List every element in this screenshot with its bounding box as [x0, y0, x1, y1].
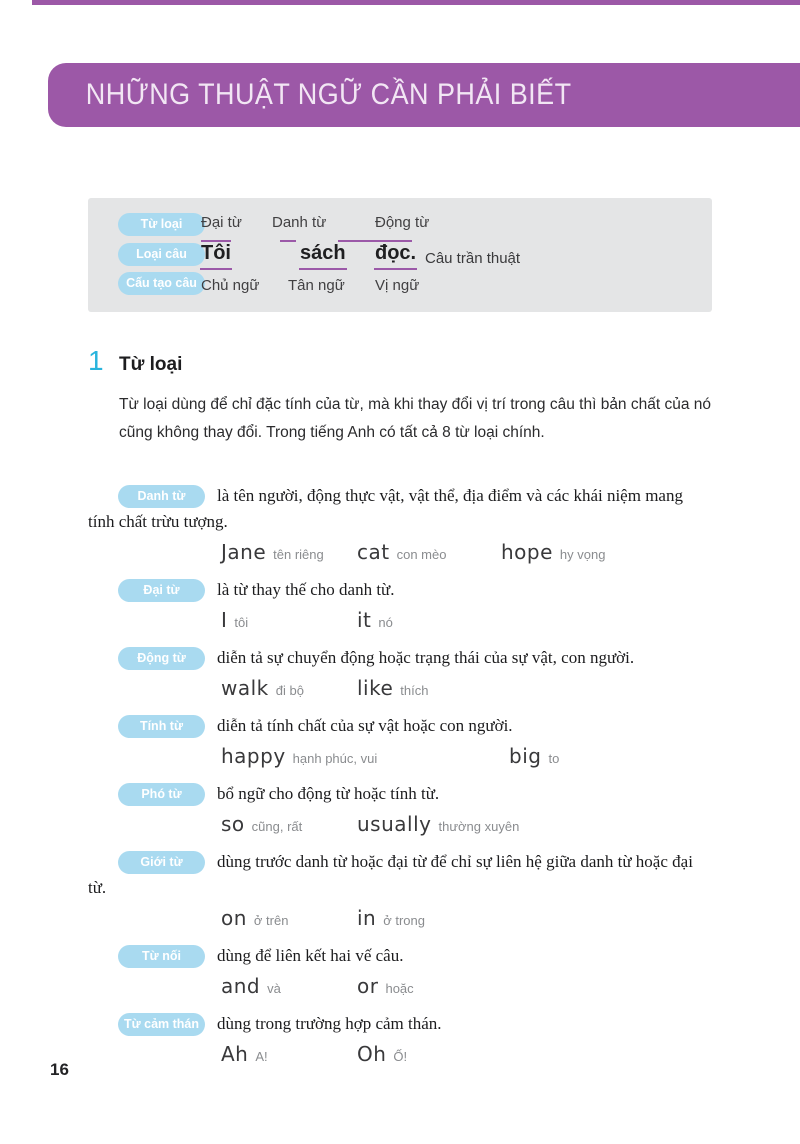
vietnamese-meaning: cũng, rất [251, 819, 303, 834]
vietnamese-meaning: ở trên [253, 913, 289, 928]
term-examples [221, 744, 712, 774]
vietnamese-meaning: và [267, 981, 281, 996]
english-word: and [221, 974, 261, 998]
english-word: Oh [357, 1042, 387, 1066]
vietnamese-meaning: con mèo [396, 547, 447, 562]
example-pair [221, 744, 509, 768]
term-block [88, 1011, 712, 1072]
vietnamese-meaning: hoặc [385, 981, 414, 996]
term-block [88, 849, 712, 936]
example-pair [501, 540, 637, 564]
term-pill: Tính từ [118, 715, 205, 738]
sentence-type-note: Câu trần thuật [425, 250, 521, 267]
example-pair [357, 906, 493, 930]
term-examples [221, 812, 712, 842]
example-pair [221, 906, 357, 930]
vietnamese-meaning: hy vọng [559, 547, 606, 562]
term-block [88, 943, 712, 1004]
top-accent-strip [32, 0, 800, 5]
vietnamese-meaning: đi bộ [275, 683, 304, 698]
english-word: or [357, 974, 379, 998]
vietnamese-meaning: thường xuyên [438, 819, 520, 834]
example-pair [357, 812, 519, 836]
example-pair [357, 608, 493, 632]
english-word: big [509, 744, 542, 768]
term-pill: Từ nối [118, 945, 205, 968]
vietnamese-meaning: ở trong [383, 913, 426, 928]
english-word: happy [221, 744, 286, 768]
english-word: walk [221, 676, 269, 700]
section-heading [88, 345, 712, 377]
term-pill: Danh từ [118, 485, 205, 508]
pos-label-dai-tu: Đại từ [201, 214, 242, 231]
english-word: I [221, 608, 228, 632]
term-pill: Phó từ [118, 783, 205, 806]
term-definition: dùng để liên kết hai vế câu. [217, 946, 404, 965]
vietnamese-meaning: tên riêng [273, 547, 324, 562]
example-pair [221, 1042, 357, 1066]
term-definition: diễn tả tính chất của sự vật hoặc con người. [217, 716, 513, 735]
english-word: Ah [221, 1042, 249, 1066]
term-pill: Đại từ [118, 579, 205, 602]
vietnamese-meaning: hạnh phúc, vui [292, 751, 378, 766]
example-pair [221, 608, 357, 632]
example-word-sach: sách [299, 242, 347, 270]
example-pair [221, 676, 357, 700]
term-examples [221, 608, 712, 638]
role-label-vi-ngu: Vị ngữ [375, 277, 420, 294]
diagram-row-label-cau-tao-cau: Cấu tạo câu [118, 272, 205, 295]
vietnamese-meaning: Ố! [393, 1049, 408, 1064]
english-word: hope [501, 540, 553, 564]
vietnamese-meaning: A! [255, 1049, 268, 1064]
example-pair [221, 540, 357, 564]
example-pair [357, 1042, 493, 1066]
english-word: so [221, 812, 245, 836]
term-pill: Giới từ [118, 851, 205, 874]
example-pair [357, 540, 501, 564]
term-block [88, 781, 712, 842]
term-examples [221, 974, 712, 1004]
vietnamese-meaning: nó [378, 615, 393, 630]
example-pair [221, 974, 357, 998]
term-examples [221, 540, 712, 570]
sentence-diagram-box [88, 198, 712, 312]
term-examples [221, 906, 712, 936]
english-word: like [357, 676, 394, 700]
english-word: Jane [221, 540, 267, 564]
example-pair [509, 744, 645, 768]
term-examples [221, 676, 712, 706]
term-examples [221, 1042, 712, 1072]
connector-line [280, 240, 296, 242]
example-word-toi: Tôi [200, 242, 232, 270]
example-pair [357, 676, 493, 700]
term-definition: dùng trong trường hợp cảm thán. [217, 1014, 442, 1033]
term-definition: diễn tả sự chuyển động hoặc trạng thái của sự vật, con người. [217, 648, 635, 667]
pos-label-dong-tu: Động từ [375, 214, 430, 231]
example-pair [221, 812, 357, 836]
section-intro: Từ loại dùng để chỉ đặc tính của từ, mà khi thay đổi vị trí trong câu thì bản chất của nó cũng không thay đổi. Trong tiếng Anh có tất cả 8 từ loại chính. [119, 396, 712, 441]
term-block [88, 713, 712, 774]
term-block [88, 645, 712, 706]
vietnamese-meaning: tôi [234, 615, 249, 630]
vietnamese-meaning: to [548, 751, 560, 766]
main-content [88, 345, 712, 1079]
example-pair [357, 974, 493, 998]
diagram-row-label-loai-cau: Loại câu [118, 243, 205, 266]
english-word: on [221, 906, 247, 930]
english-word: it [357, 608, 372, 632]
vietnamese-meaning: thích [400, 683, 429, 698]
pos-label-danh-tu: Danh từ [272, 214, 327, 231]
example-word-doc: đọc. [374, 242, 417, 270]
term-block [88, 577, 712, 638]
chapter-title: NHỮNG THUẬT NGỮ CẦN PHẢI BIẾT [85, 78, 572, 111]
role-label-tan-ngu: Tân ngữ [288, 277, 345, 294]
term-definition: là tên người, động thực vật, vật thể, địa điểm và các khái niệm mang tính chất trừu tượng. [88, 486, 683, 531]
english-word: in [357, 906, 377, 930]
terms-list [88, 483, 712, 1072]
english-word: usually [357, 812, 432, 836]
section-title: Từ loại [119, 354, 183, 375]
page-number: 16 [50, 1060, 69, 1079]
term-definition: dùng trước danh từ hoặc đại từ để chỉ sự liên hệ giữa danh từ hoặc đại từ. [88, 852, 693, 897]
term-definition: là từ thay thế cho danh từ. [217, 580, 395, 599]
english-word: cat [357, 540, 390, 564]
chapter-banner [48, 63, 800, 127]
term-pill: Động từ [118, 647, 205, 670]
diagram-row-label-tu-loai: Từ loại [118, 213, 205, 236]
term-pill: Từ cảm thán [118, 1013, 205, 1036]
role-label-chu-ngu: Chủ ngữ [201, 277, 260, 294]
section-number: 1 [88, 345, 104, 376]
term-definition: bổ ngữ cho động từ hoặc tính từ. [217, 784, 440, 803]
term-block [88, 483, 712, 570]
